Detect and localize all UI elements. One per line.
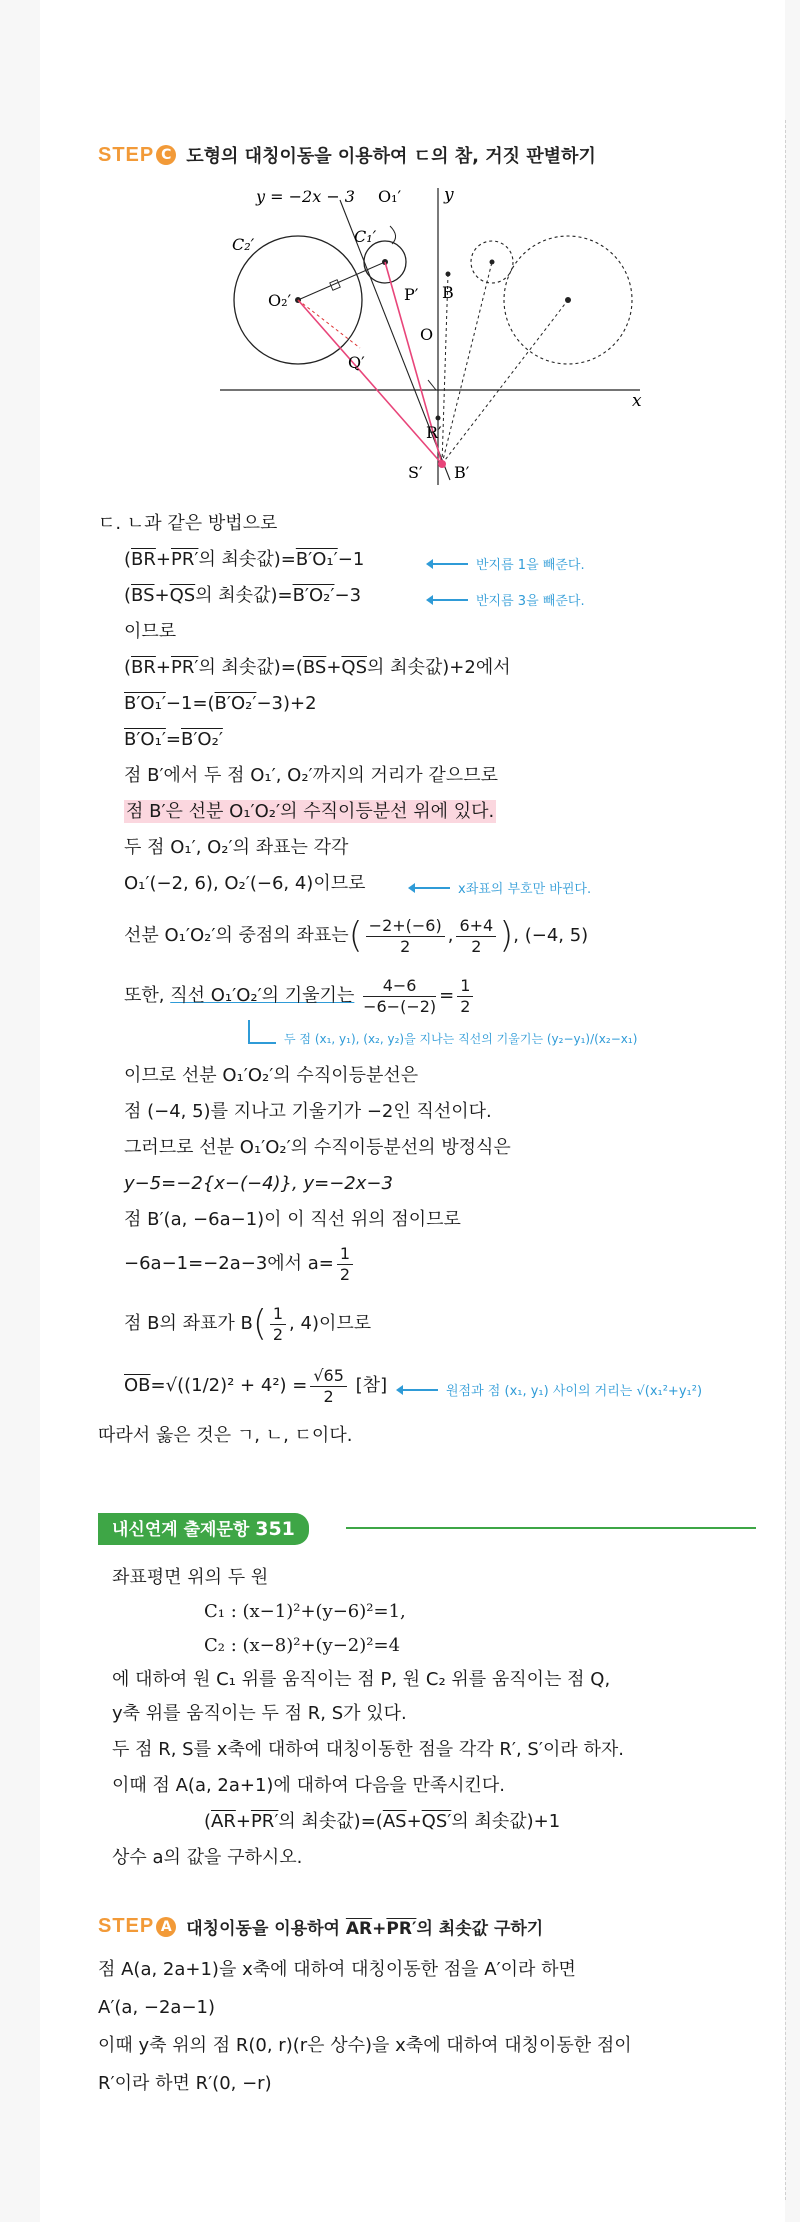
- sol-line-4: 이므로: [124, 621, 177, 642]
- exam-line-5: y축 위를 움직이는 두 점 R, S가 있다.: [112, 1703, 407, 1724]
- note-radius-3: 반지름 3을 빼준다.: [428, 590, 585, 609]
- exam-line-8: ($\overline{AR}+PR'$의 최솟값)$=(\overline{AS}+QS'$의 최솟값)+1: [204, 1811, 561, 1832]
- sol-line-21: $\overline{OB}=√((1/2)^2 + 4^2)$ = $\frac{√65}{2}$ [참]: [124, 1365, 388, 1406]
- sol-line-13: 또한, 직선 O₁′O₂′의 기울기는 $\frac{4-6}{-6-(-2)}$ = $\frac{1}{2}$: [124, 972, 476, 1020]
- step-a-line-1: 점 A(a, 2a+1)을 x축에 대하여 대칭이동한 점을 A′이라 하면: [98, 1959, 576, 1980]
- exam-rule: [346, 1527, 756, 1529]
- sol-line-14: 이므로 선분 O₁′O₂′의 수직이등분선은: [124, 1065, 419, 1086]
- sol-line-12: 선분 O₁′O₂′의 중점의 좌표는( $\frac{-2+(-6)}{2}$ , $\frac{6+4}{2}$ ), (−4, 5): [124, 915, 589, 956]
- sol-line-22: 따라서 옳은 것은 ㄱ, ㄴ, ㄷ이다.: [98, 1425, 353, 1446]
- slope-note-bracket: [248, 1020, 276, 1044]
- sol-line-10: 두 점 O₁′, O₂′의 좌표는 각각: [124, 837, 349, 858]
- sol-line-1: ㄷ. ㄴ과 같은 방법으로: [98, 513, 278, 534]
- dashed-line-4: [442, 274, 448, 464]
- sol-line-9: 점 B′은 선분 O₁′O₂′의 수직이등분선 위에 있다.: [126, 801, 495, 822]
- exam-line-4: 에 대하여 원 C₁ 위를 움직이는 점 P, 원 C₂ 위를 움직이는 점 Q,: [112, 1669, 611, 1690]
- note-radius-1: 반지름 1을 빼준다.: [428, 554, 585, 573]
- point-bp: [438, 460, 446, 468]
- sol-line-5: ($\overline{BR}+PR'$의 최솟값)$=(\overline{BS}+\overline{QS}$의 최솟값)+2에서: [124, 657, 511, 678]
- exam-line-2: C₁ : (x−1)²+(y−6)²=1,: [204, 1601, 406, 1622]
- note-distance: 원점과 점 (x₁, y₁) 사이의 거리는 √(x₁²+y₁²): [398, 1380, 702, 1399]
- exam-line-6: 두 점 R, S를 x축에 대하여 대칭이동한 점을 각각 R′, S′이라 하자.: [112, 1739, 624, 1760]
- sol-line-2: ($\overline{BR}+PR'$의 최솟값)=B′O₁′−1: [124, 549, 365, 570]
- step-a-heading: [98, 1914, 543, 1939]
- dashed-line-3: [442, 300, 568, 464]
- sol-line-8: 점 B′에서 두 점 O₁′, O₂′까지의 거리가 같으므로: [124, 765, 498, 786]
- y-axis-label: y: [444, 185, 454, 205]
- step-a-line-4: R′이라 하면 R′(0, −r): [98, 2073, 272, 2094]
- exam-line-9: 상수 a의 값을 구하시오.: [112, 1847, 303, 1868]
- sol-line-6: B′O₁′−1=(B′O₂′−3)+2: [124, 693, 317, 714]
- label-b: B: [442, 283, 454, 302]
- note-slope: 두 점 (x₁, y₁), (x₂, y₂)을 지나는 직선의 기울기는 (y₂−y₁)/(x₂−x₁): [284, 1032, 638, 1046]
- exam-line-1: 좌표평면 위의 두 원: [112, 1567, 269, 1588]
- step-c-heading: [98, 142, 596, 168]
- point-rp: [436, 416, 441, 421]
- step-a-title: 대칭이동을 이용하여 $\overline{AR}+PR'$의 최솟값 구하기: [186, 1919, 544, 1939]
- step-c-title: 도형의 대칭이동을 이용하여 ㄷ의 참, 거짓 판별하기: [186, 146, 596, 167]
- label-rp: R′: [426, 423, 442, 442]
- label-c2p: C₂′: [232, 235, 255, 254]
- step-a-badge: A: [156, 1917, 176, 1937]
- exam-tag: [98, 1512, 309, 1546]
- sol-line-16: 그러므로 선분 O₁′O₂′의 수직이등분선의 방정식은: [124, 1137, 511, 1158]
- label-sp: S′: [408, 463, 423, 482]
- sol-line-3: ($\overline{BS}+\overline{QS}$의 최솟값)=B′O₂′−3: [124, 585, 362, 606]
- step-c-badge: C: [156, 145, 176, 165]
- exam-line-3: C₂ : (x−8)²+(y−2)²=4: [204, 1635, 401, 1656]
- sol-line-19: −6a−1=−2a−3에서 a= $\frac{1}{2}$: [124, 1240, 356, 1288]
- sol-line-17: y−5=−2{x−(−4)}, y=−2x−3: [124, 1173, 393, 1194]
- sol-line-11: O₁′(−2, 6), O₂′(−6, 4)이므로: [124, 873, 366, 894]
- point-b: [446, 272, 451, 277]
- dashed-line-1: [298, 300, 360, 348]
- note-x-sign: x좌표의 부호만 바뀐다.: [410, 878, 591, 897]
- sol-line-18: 점 B′(a, −6a−1)이 이 직선 위의 점이므로: [124, 1209, 461, 1230]
- label-o: O: [420, 325, 434, 344]
- label-qp: Q′: [348, 353, 365, 372]
- coordinate-figure: [210, 180, 650, 490]
- exam-tag-box: 내신연계 출제문항 351: [98, 1513, 309, 1545]
- sol-line-15: 점 (−4, 5)를 지나고 기울기가 −2인 직선이다.: [124, 1101, 492, 1122]
- label-bp: B′: [454, 463, 470, 482]
- exam-line-7: 이때 점 A(a, 2a+1)에 대하여 다음을 만족시킨다.: [112, 1775, 505, 1796]
- column-divider: [785, 120, 786, 2200]
- sol-line-20: 점 B의 좌표가 B( $\frac{1}{2}$ , 4)이므로: [124, 1303, 372, 1344]
- label-o1p: O₁′: [378, 187, 402, 206]
- step-a-line-2: A′(a, −2a−1): [98, 1997, 216, 2018]
- label-o2p: O₂′: [268, 291, 292, 310]
- label-c1p: C₁′: [354, 227, 377, 246]
- line-equation-label: y = −2x − 3: [256, 187, 355, 206]
- x-axis-label: x: [632, 391, 642, 411]
- step-a-word: STEP: [98, 1915, 155, 1937]
- label-pp: P′: [404, 285, 419, 304]
- sol-line-7: B′O₁′=B′O₂′: [124, 729, 223, 750]
- step-a-line-3: 이때 y축 위의 점 R(0, r)(r은 상수)을 x축에 대하여 대칭이동한 점이: [98, 2035, 632, 2056]
- arrow-o: [428, 380, 436, 390]
- step-word: STEP: [98, 143, 155, 166]
